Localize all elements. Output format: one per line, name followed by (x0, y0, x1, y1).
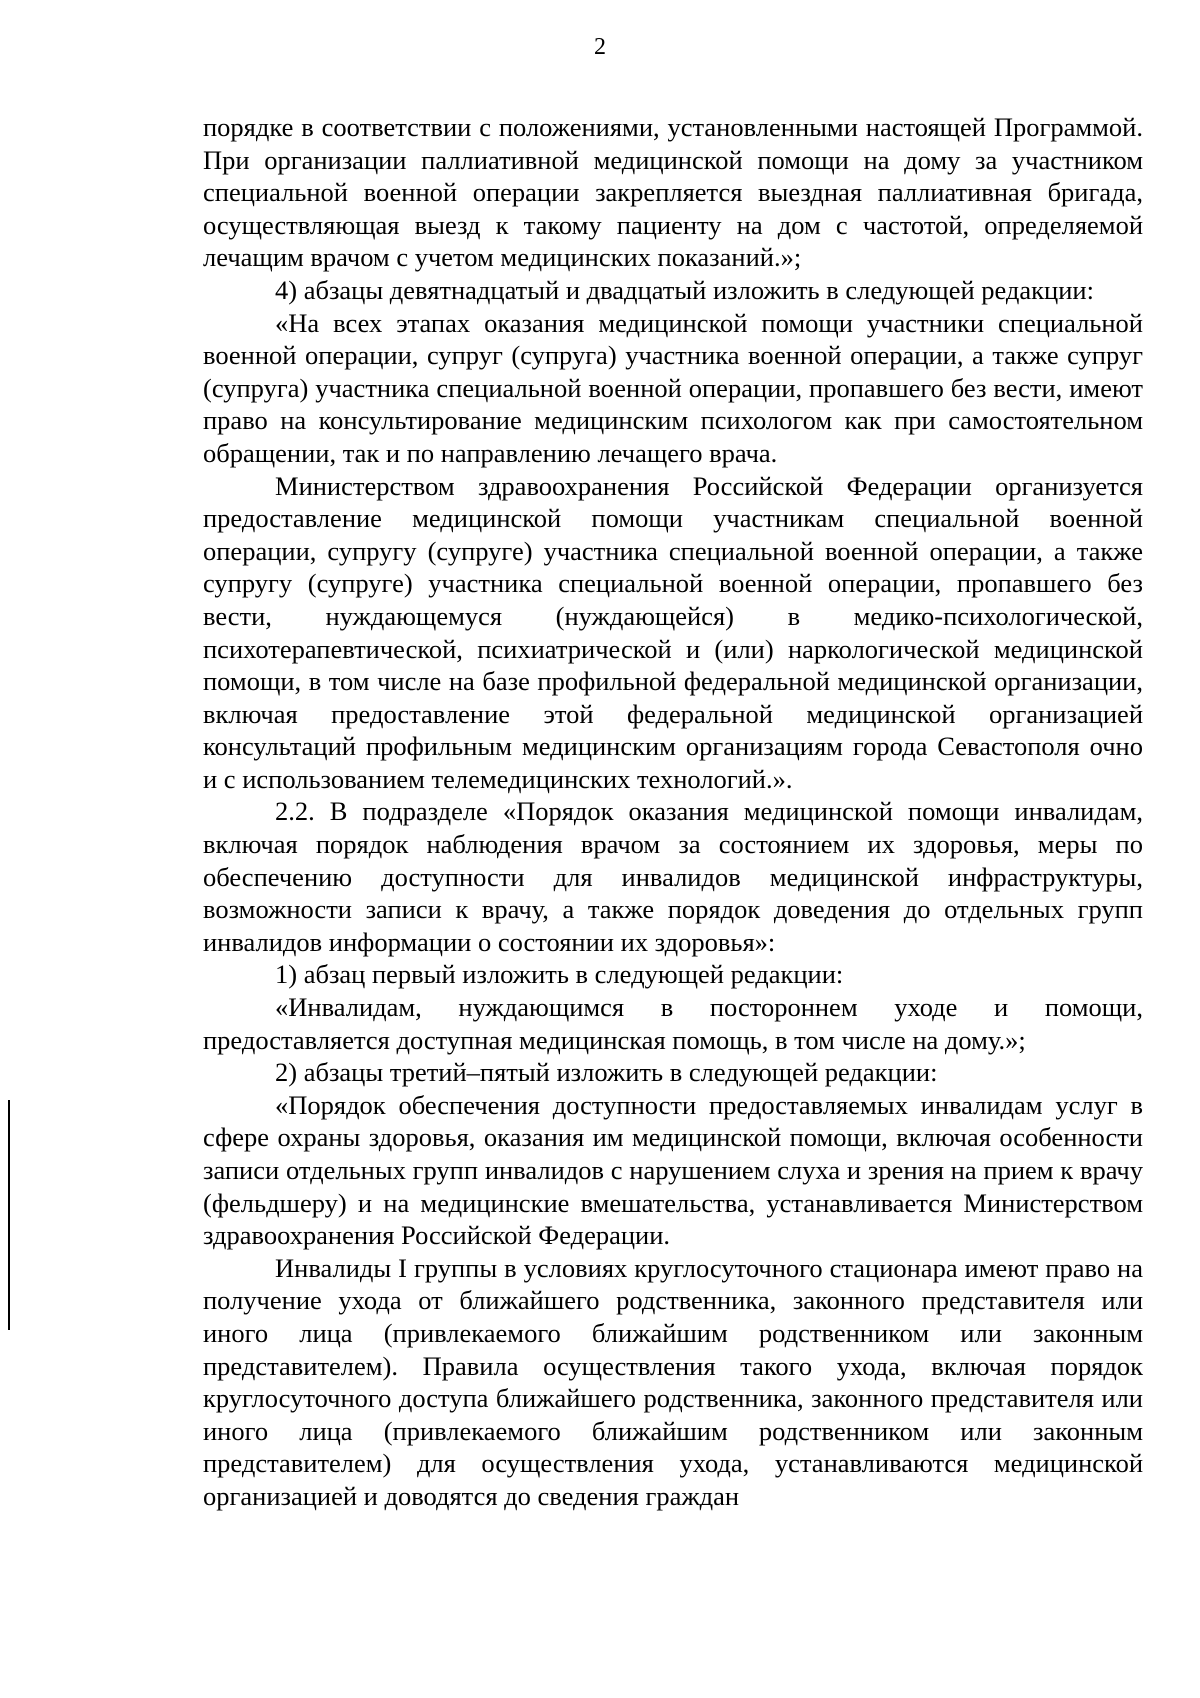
paragraph: 1) абзац первый изложить в следующей редакции: (275, 959, 844, 990)
paragraph: порядке в соответствии с положениями, установленными настоящей Программой. При организации паллиативной медицинской помощи на дому за участником специальной военной операции закрепляется выездная паллиативная бригада, осуществляющая выезд к такому пациенту на дом с частотой, определяемой лечащим врачом с учетом медицинских показаний.»; (203, 112, 1143, 273)
paragraph: «Порядок обеспечения доступности предоставляемых инвалидам услуг в сфере охраны здоровья, оказания им медицинской помощи, включая особенности записи отдельных групп инвалидов с нарушением слуха и зрения на прием к врачу (фельдшеру) и на медицинские вмешательства, устанавливается Министерством здравоохранения Российской Федерации. (203, 1089, 1143, 1251)
paragraph: 4) абзацы девятнадцатый и двадцатый изложить в следующей редакции: (275, 274, 1094, 305)
page-number: 2 (594, 34, 606, 60)
margin-change-bar (8, 1100, 10, 1330)
paragraph: Инвалиды I группы в условиях круглосуточного стационара имеют право на получение ухода от ближайшего родственника, законного представителя или иного лица (привлекаемого ближайшим родственником или законным представителем). Правила осуществления такого ухода, включая порядок круглосуточного доступа ближайшего родственника, законного представителя или иного лица (привлекаемого ближайшим родственником или законным представителем) для осуществления ухода, устанавливаются медицинской организацией и доводятся до сведения граждан (203, 1252, 1143, 1511)
paragraph: 2.2. В подразделе «Порядок оказания медицинской помощи инвалидам, включая порядок наблюдения врачом за состоянием их здоровья, меры по обеспечению доступности для инвалидов медицинской инфраструктуры, возможности записи к врачу, а также порядок доведения до отдельных групп инвалидов информации о состоянии их здоровья»: (203, 796, 1143, 957)
paragraph: Министерством здравоохранения Российской Федерации организуется предоставление медицинской помощи участникам специальной военной операции, супругу (супруге) участника специальной военной операции, а также супругу (супруге) участника специальной военной операции, пропавшего без вести, нуждающемуся (нуждающейся) в медико-психологической, психотерапевтической, психиатрической и (или) наркологической медицинской помощи, в том числе на базе профильной федеральной медицинской организации, включая предоставление этой федеральной медицинской организацией консультаций профильным медицинским организациям города Севастополя очно и с использованием телемедицинских технологий.». (203, 470, 1143, 794)
document-body (203, 111, 1143, 1513)
paragraph: 2) абзацы третий–пятый изложить в следующей редакции: (275, 1057, 938, 1088)
paragraph: «Инвалидам, нуждающимся в постороннем уходе и помощи, предоставляется доступная медицинская помощь, в том числе на дому.»; (203, 992, 1143, 1055)
paragraph: «На всех этапах оказания медицинской помощи участники специальной военной операции, супруг (супруга) участника военной операции, а также супруг (супруга) участника специальной военной операции, пропавшего без вести, имеют право на консультирование медицинским психологом как при самостоятельном обращении, так и по направлению лечащего врача. (203, 307, 1143, 468)
